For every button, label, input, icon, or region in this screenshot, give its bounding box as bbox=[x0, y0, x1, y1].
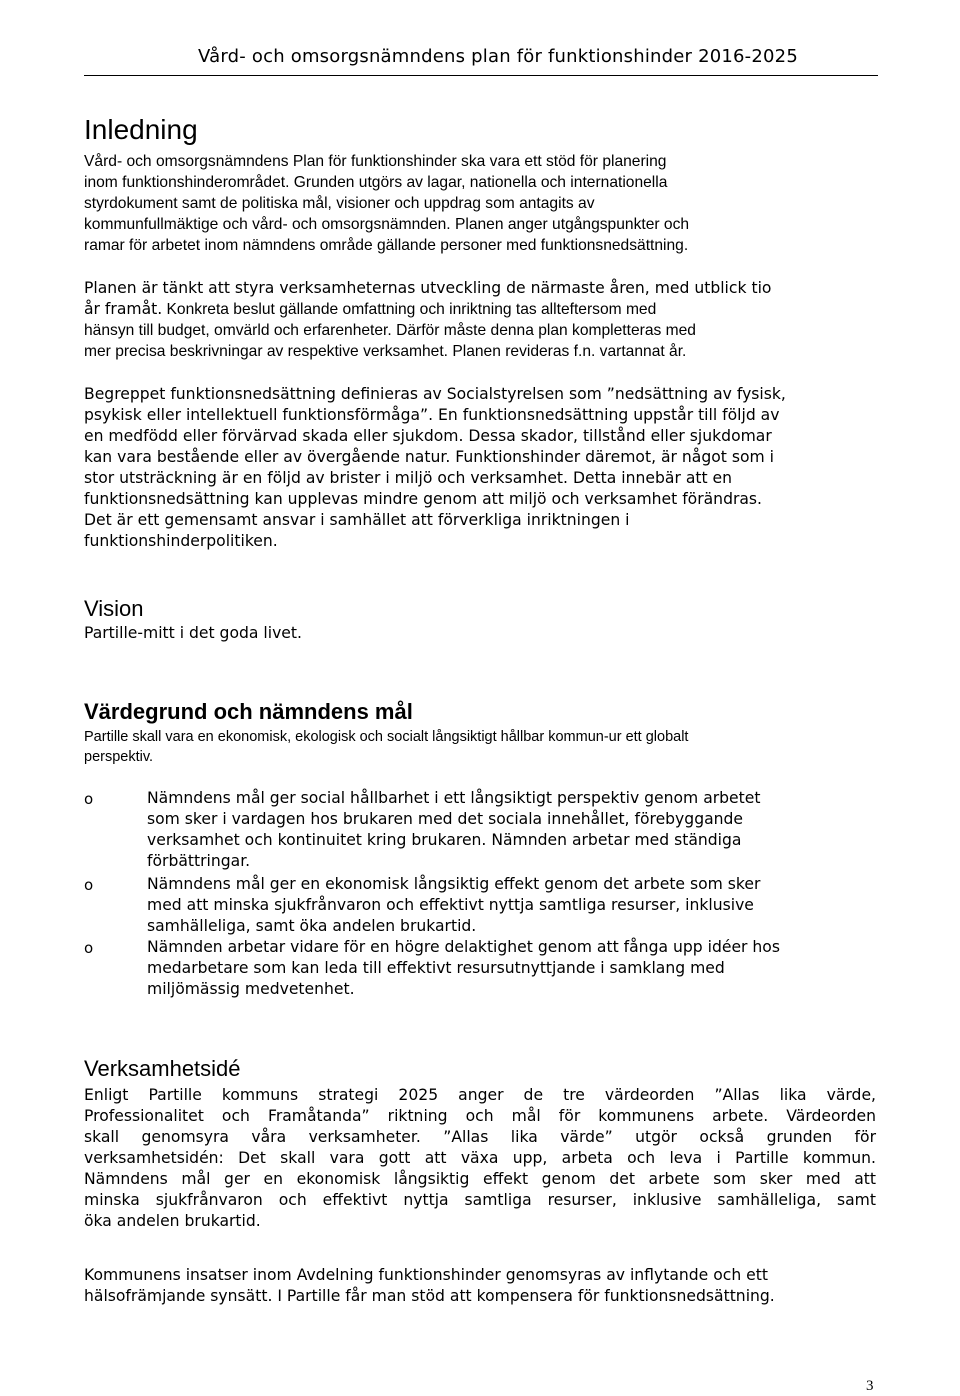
paragraph-line: verksamhetsidén: Det skall vara gott att växa upp, arbeta och leva i Partille kommun. bbox=[84, 1149, 876, 1167]
page-header bbox=[84, 46, 878, 76]
heading-vardegrund: Värdegrund och nämndens mål bbox=[84, 699, 413, 724]
heading-verksamhetside: Verksamhetsidé bbox=[84, 1056, 241, 1081]
paragraph-line: Partille skall vara en ekonomisk, ekologisk och socialt långsiktigt hållbar kommun-ur ett globalt bbox=[84, 729, 689, 745]
bullet-marker: o bbox=[84, 876, 94, 894]
bullet-line: samhälleliga, samt öka andelen brukartid. bbox=[147, 917, 477, 935]
paragraph-line: skall genomsyra våra verksamheter. ”Allas lika värde” utgör också grunden för bbox=[84, 1128, 876, 1146]
paragraph-line: kommunfullmäktige och vård- och omsorgsnämnden. Planen anger utgångspunkter och bbox=[84, 216, 690, 233]
bullet-line: miljömässig medvetenhet. bbox=[147, 980, 355, 998]
paragraph-line: perspektiv. bbox=[84, 749, 154, 765]
bullet-line: förbättringar. bbox=[147, 852, 251, 870]
heading-inledning: Inledning bbox=[84, 114, 198, 145]
heading-vision: Vision bbox=[84, 596, 144, 621]
bullet-line: som sker i vardagen hos brukaren med det sociala innehållet, förebyggande bbox=[147, 810, 744, 828]
bullet-line: Nämndens mål ger social hållbarhet i ett långsiktigt perspektiv genom arbetet bbox=[147, 789, 761, 807]
paragraph-line: stor utsträckning är en följd av brister i miljö och verksamhet. Detta innebär att en bbox=[84, 469, 733, 487]
paragraph-line: Det är ett gemensamt ansvar i samhället att förverkliga inriktningen i bbox=[84, 511, 630, 529]
bullet-line: Nämndens mål ger en ekonomisk långsiktig effekt genom det arbete som sker bbox=[147, 875, 761, 893]
paragraph-line: Enligt Partille kommuns strategi 2025 anger de tre värdeorden ”Allas lika värde, bbox=[84, 1086, 876, 1104]
paragraph-line: ramar för arbetet inom nämndens område gällande personer med funktionsnedsättning. bbox=[84, 237, 689, 254]
paragraph-line: psykisk eller intellektuell funktionsförmåga”. En funktionsnedsättning uppstår till följd av bbox=[84, 406, 780, 424]
page-number: 3 bbox=[866, 1378, 874, 1394]
bullet-line: Nämnden arbetar vidare för en högre delaktighet genom att fånga upp idéer hos bbox=[147, 938, 780, 956]
bullet-line: med att minska sjukfrånvaron och effektivt nyttja samtliga resurser, inklusive bbox=[147, 896, 754, 914]
paragraph-line: mer precisa beskrivningar av respektive verksamhet. Planen revideras f.n. vartannat år. bbox=[84, 343, 687, 360]
paragraph-line: Kommunens insatser inom Avdelning funktionshinder genomsyras av inflytande och ett bbox=[84, 1266, 768, 1284]
paragraph-line: funktionshinderpolitiken. bbox=[84, 532, 278, 550]
bullet-marker: o bbox=[84, 790, 94, 808]
paragraph-line: Begreppet funktionsnedsättning definieras av Socialstyrelsen som ”nedsättning av fysisk, bbox=[84, 385, 786, 403]
paragraph-line: funktionsnedsättning kan upplevas mindre genom att miljö och verksamhet förändras. bbox=[84, 490, 763, 508]
bullet-marker: o bbox=[84, 939, 94, 957]
paragraph-line: hänsyn till budget, omvärld och erfarenheter. Därför måste denna plan kompletteras med bbox=[84, 322, 696, 339]
paragraph-line: öka andelen brukartid. bbox=[84, 1212, 261, 1230]
paragraph-line: hälsofrämjande synsätt. I Partille får man stöd att kompensera för funktionsnedsättning. bbox=[84, 1287, 775, 1305]
paragraph-line: Nämndens mål ger en ekonomisk långsiktig effekt genom det arbete som sker med att bbox=[84, 1170, 876, 1188]
paragraph-line: inom funktionshinderområdet. Grunden utgörs av lagar, nationella och internationella bbox=[84, 174, 668, 191]
header-title: Vård- och omsorgsnämndens plan för funktionshinder 2016-2025 bbox=[198, 46, 798, 67]
bullet-line: verksamhet och kontinuitet kring brukaren. Nämnden arbetar med ständiga bbox=[147, 831, 742, 849]
vision-text: Partille-mitt i det goda livet. bbox=[84, 624, 302, 642]
paragraph-line: år framåt. Konkreta beslut gällande omfattning och inriktning tas allteftersom med bbox=[84, 300, 657, 318]
paragraph-line: Planen är tänkt att styra verksamheternas utveckling de närmaste åren, med utblick tio bbox=[84, 279, 772, 297]
paragraph-line: kan vara bestående eller av övergående natur. Funktionshinder däremot, är något som i bbox=[84, 448, 774, 466]
paragraph-line: styrdokument samt de politiska mål, visioner och uppdrag som antagits av bbox=[84, 195, 595, 212]
paragraph-line: Professionalitet och Framåtanda” riktning och mål för kommunens arbete. Värdeorden bbox=[84, 1107, 876, 1125]
paragraph-line: en medfödd eller förvärvad skada eller sjukdom. Dessa skador, tillstånd eller sjukdomar bbox=[84, 427, 772, 445]
bullet-line: medarbetare som kan leda till effektivt resursutnyttjande i samklang med bbox=[147, 959, 725, 977]
paragraph-line: Vård- och omsorgsnämndens Plan för funktionshinder ska vara ett stöd för planering bbox=[84, 153, 667, 170]
paragraph-line: minska sjukfrånvaron och effektivt nyttja samtliga resurser, inklusive samhälleliga, samt bbox=[84, 1191, 876, 1209]
